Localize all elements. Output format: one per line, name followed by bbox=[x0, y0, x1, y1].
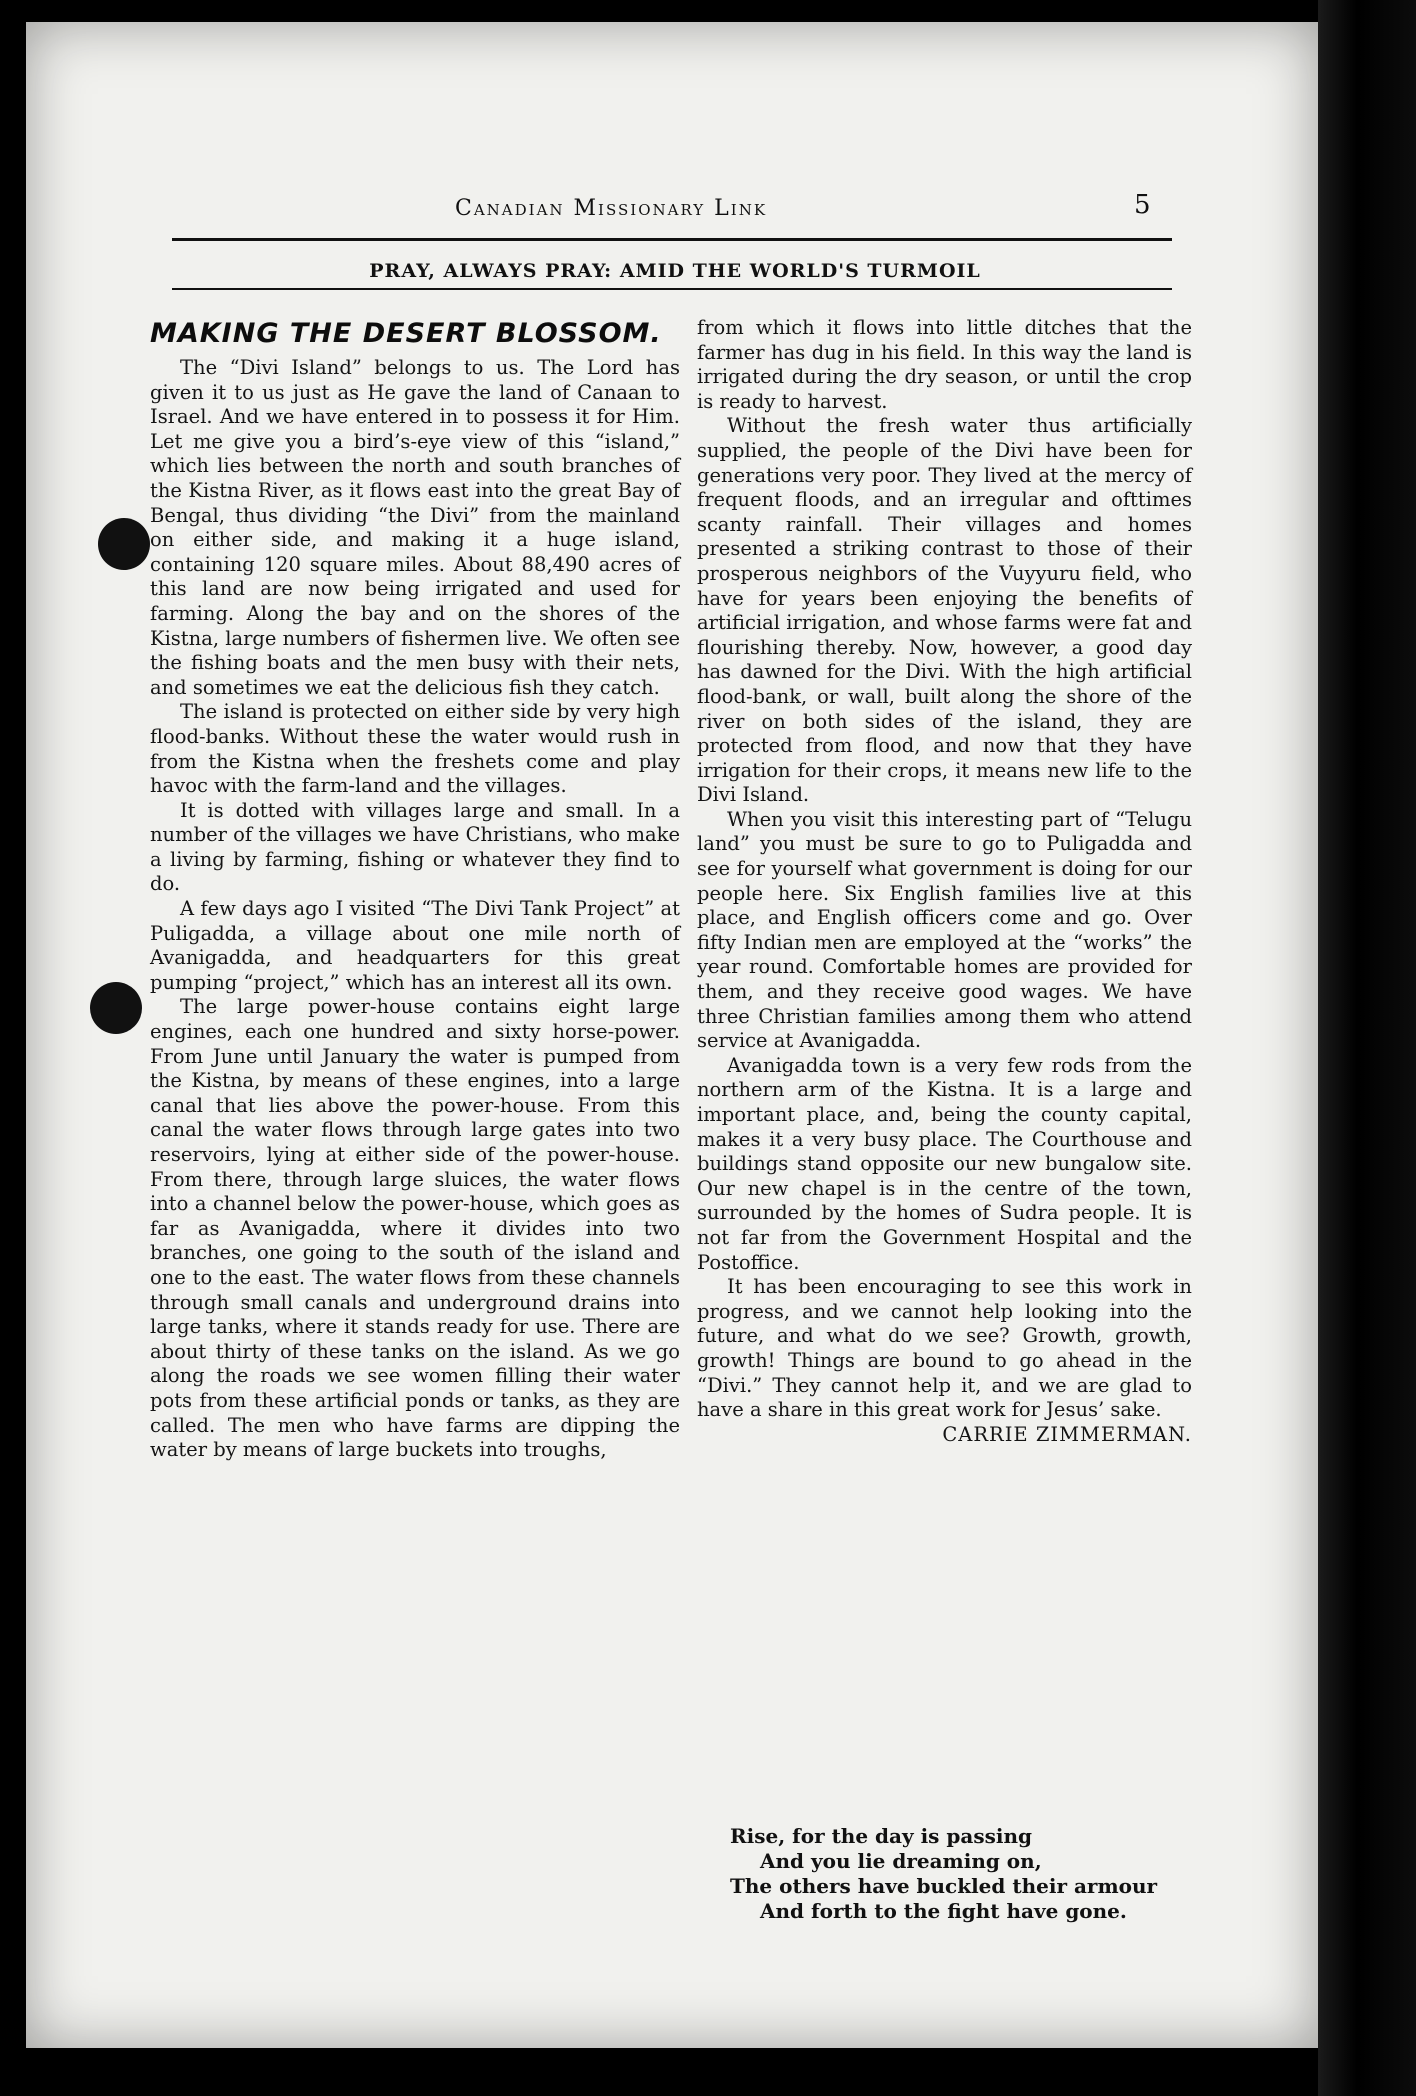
article-paragraph: A few days ago I visited “The Divi Tank Project” at Puligadda, a village about one mile north of Avanigadda, and headquarters for this great pumping “project,” which has an interest all its own. bbox=[150, 897, 680, 994]
article-paragraph: Without the fresh water thus artificially supplied, the people of the Divi have been for generations very poor. They lived at the mercy of frequent floods, and an irregular and ofttimes scanty rainfall. Their villages and homes presented a striking contrast to those of their prosperous neighbors of the Vuyyuru field, who have for years been enjoying the benefits of artificial irrigation, and whose farms were fat and flourishing thereby. Now, however, a good day has dawned for the Divi. With the high artificial flood-bank, or wall, built along the shore of the river on both sides of the island, they are protected from flood, and now that they have irrigation for their crops, it means new life to the Divi Island. bbox=[697, 414, 1192, 807]
article-column-left bbox=[150, 356, 680, 1463]
poem-line: Rise, for the day is passing bbox=[730, 1824, 1032, 1848]
article-column-right bbox=[697, 316, 1192, 1447]
motto-banner: PRAY, ALWAYS PRAY: AMID THE WORLD'S TURMOIL bbox=[369, 260, 981, 282]
poem-line: And you lie dreaming on, bbox=[760, 1849, 1042, 1873]
header-rule bbox=[172, 238, 1172, 241]
article-paragraph: The “Divi Island” belongs to us. The Lord has given it to us just as He gave the land of Canaan to Israel. And we have entered in to possess it for Him. Let me give you a bird’s-eye view of this “island,” which lies between the north and south branches of the Kistna River, as it flows east into the great Bay of Bengal, thus dividing “the Divi” from the mainland on either side, and making it a huge island, containing 120 square miles. About 88,490 acres of this land are now being irrigated and used for farming. Along the bay and on the shores of the Kistna, large numbers of fishermen live. We often see the fishing boats and the men busy with their nets, and sometimes we eat the delicious fish they catch. bbox=[150, 356, 680, 699]
page-number: 5 bbox=[1134, 190, 1151, 220]
article-paragraph: The island is protected on either side by very high flood-banks. Without these the water would rush in from the Kistna when the freshets come and play havoc with the farm-land and the villages. bbox=[150, 700, 680, 798]
article-paragraph: Avanigadda town is a very few rods from the northern arm of the Kistna. It is a large and important place, and, being the county capital, makes it a very busy place. The Courthouse and buildings stand opposite our new bungalow site. Our new chapel is in the centre of the town, surrounded by the homes of Sudra people. It is not far from the Government Hospital and the Postoffice. bbox=[697, 1053, 1192, 1274]
poem-line: And forth to the fight have gone. bbox=[760, 1899, 1127, 1923]
poem bbox=[730, 1824, 1250, 1924]
article-title: MAKING THE DESERT BLOSSOM. bbox=[150, 318, 662, 349]
article-paragraph: When you visit this interesting part of “Telugu land” you must be sure to go to Puligadda and see for yourself what government is doing for our people here. Six English families live at this place, and English officers come and go. Over fifty Indian men are employed at the “works” the year round. Comfortable homes are provided for them, and they receive good wages. We have three Christian families among them who attend service at Avanigadda. bbox=[697, 807, 1192, 1053]
poem-line: The others have buckled their armour bbox=[730, 1874, 1158, 1898]
scan-background-edge bbox=[1318, 0, 1416, 2096]
punch-hole bbox=[98, 518, 150, 570]
article-paragraph: It is dotted with villages large and small. In a number of the villages we have Christians, who make a living by farming, fishing or whatever they find to do. bbox=[150, 798, 680, 896]
punch-hole bbox=[90, 982, 142, 1034]
article-paragraph: The large power-house contains eight large engines, each one hundred and sixty horse-power. From June until January the water is pumped from the Kistna, by means of these engines, into a large canal that lies above the power-house. From this canal the water flows through large gates into two reservoirs, lying at either side of the power-house. From there, through large sluices, the water flows into a channel below the power-house, which goes as far as Avanigadda, where it divides into two branches, one going to the south of the island and one to the east. The water flows from these channels through small canals and underground drains into large tanks, where it stands ready for use. There are about thirty of these tanks on the island. As we go along the roads we see women filling their water pots from these artificial ponds or tanks, as they are called. The men who have farms are dipping the water by means of large buckets into troughs, bbox=[150, 995, 680, 1462]
motto-rule bbox=[172, 288, 1172, 290]
article-paragraph: It has been encouraging to see this work in progress, and we cannot help looking into the future, and what do we see? Growth, growth, growth! Things are bound to go ahead in the “Divi.” They cannot help it, and we are glad to have a share in this great work for Jesus’ sake. bbox=[697, 1275, 1192, 1422]
author-signature: CARRIE ZIMMERMAN. bbox=[942, 1422, 1192, 1446]
article-paragraph-continued: from which it flows into little ditches that the farmer has dug in his field. In this way the land is irrigated during the dry season, or until the crop is ready to harvest. bbox=[697, 316, 1192, 413]
publication-title: Canadian Missionary Link bbox=[455, 196, 768, 221]
